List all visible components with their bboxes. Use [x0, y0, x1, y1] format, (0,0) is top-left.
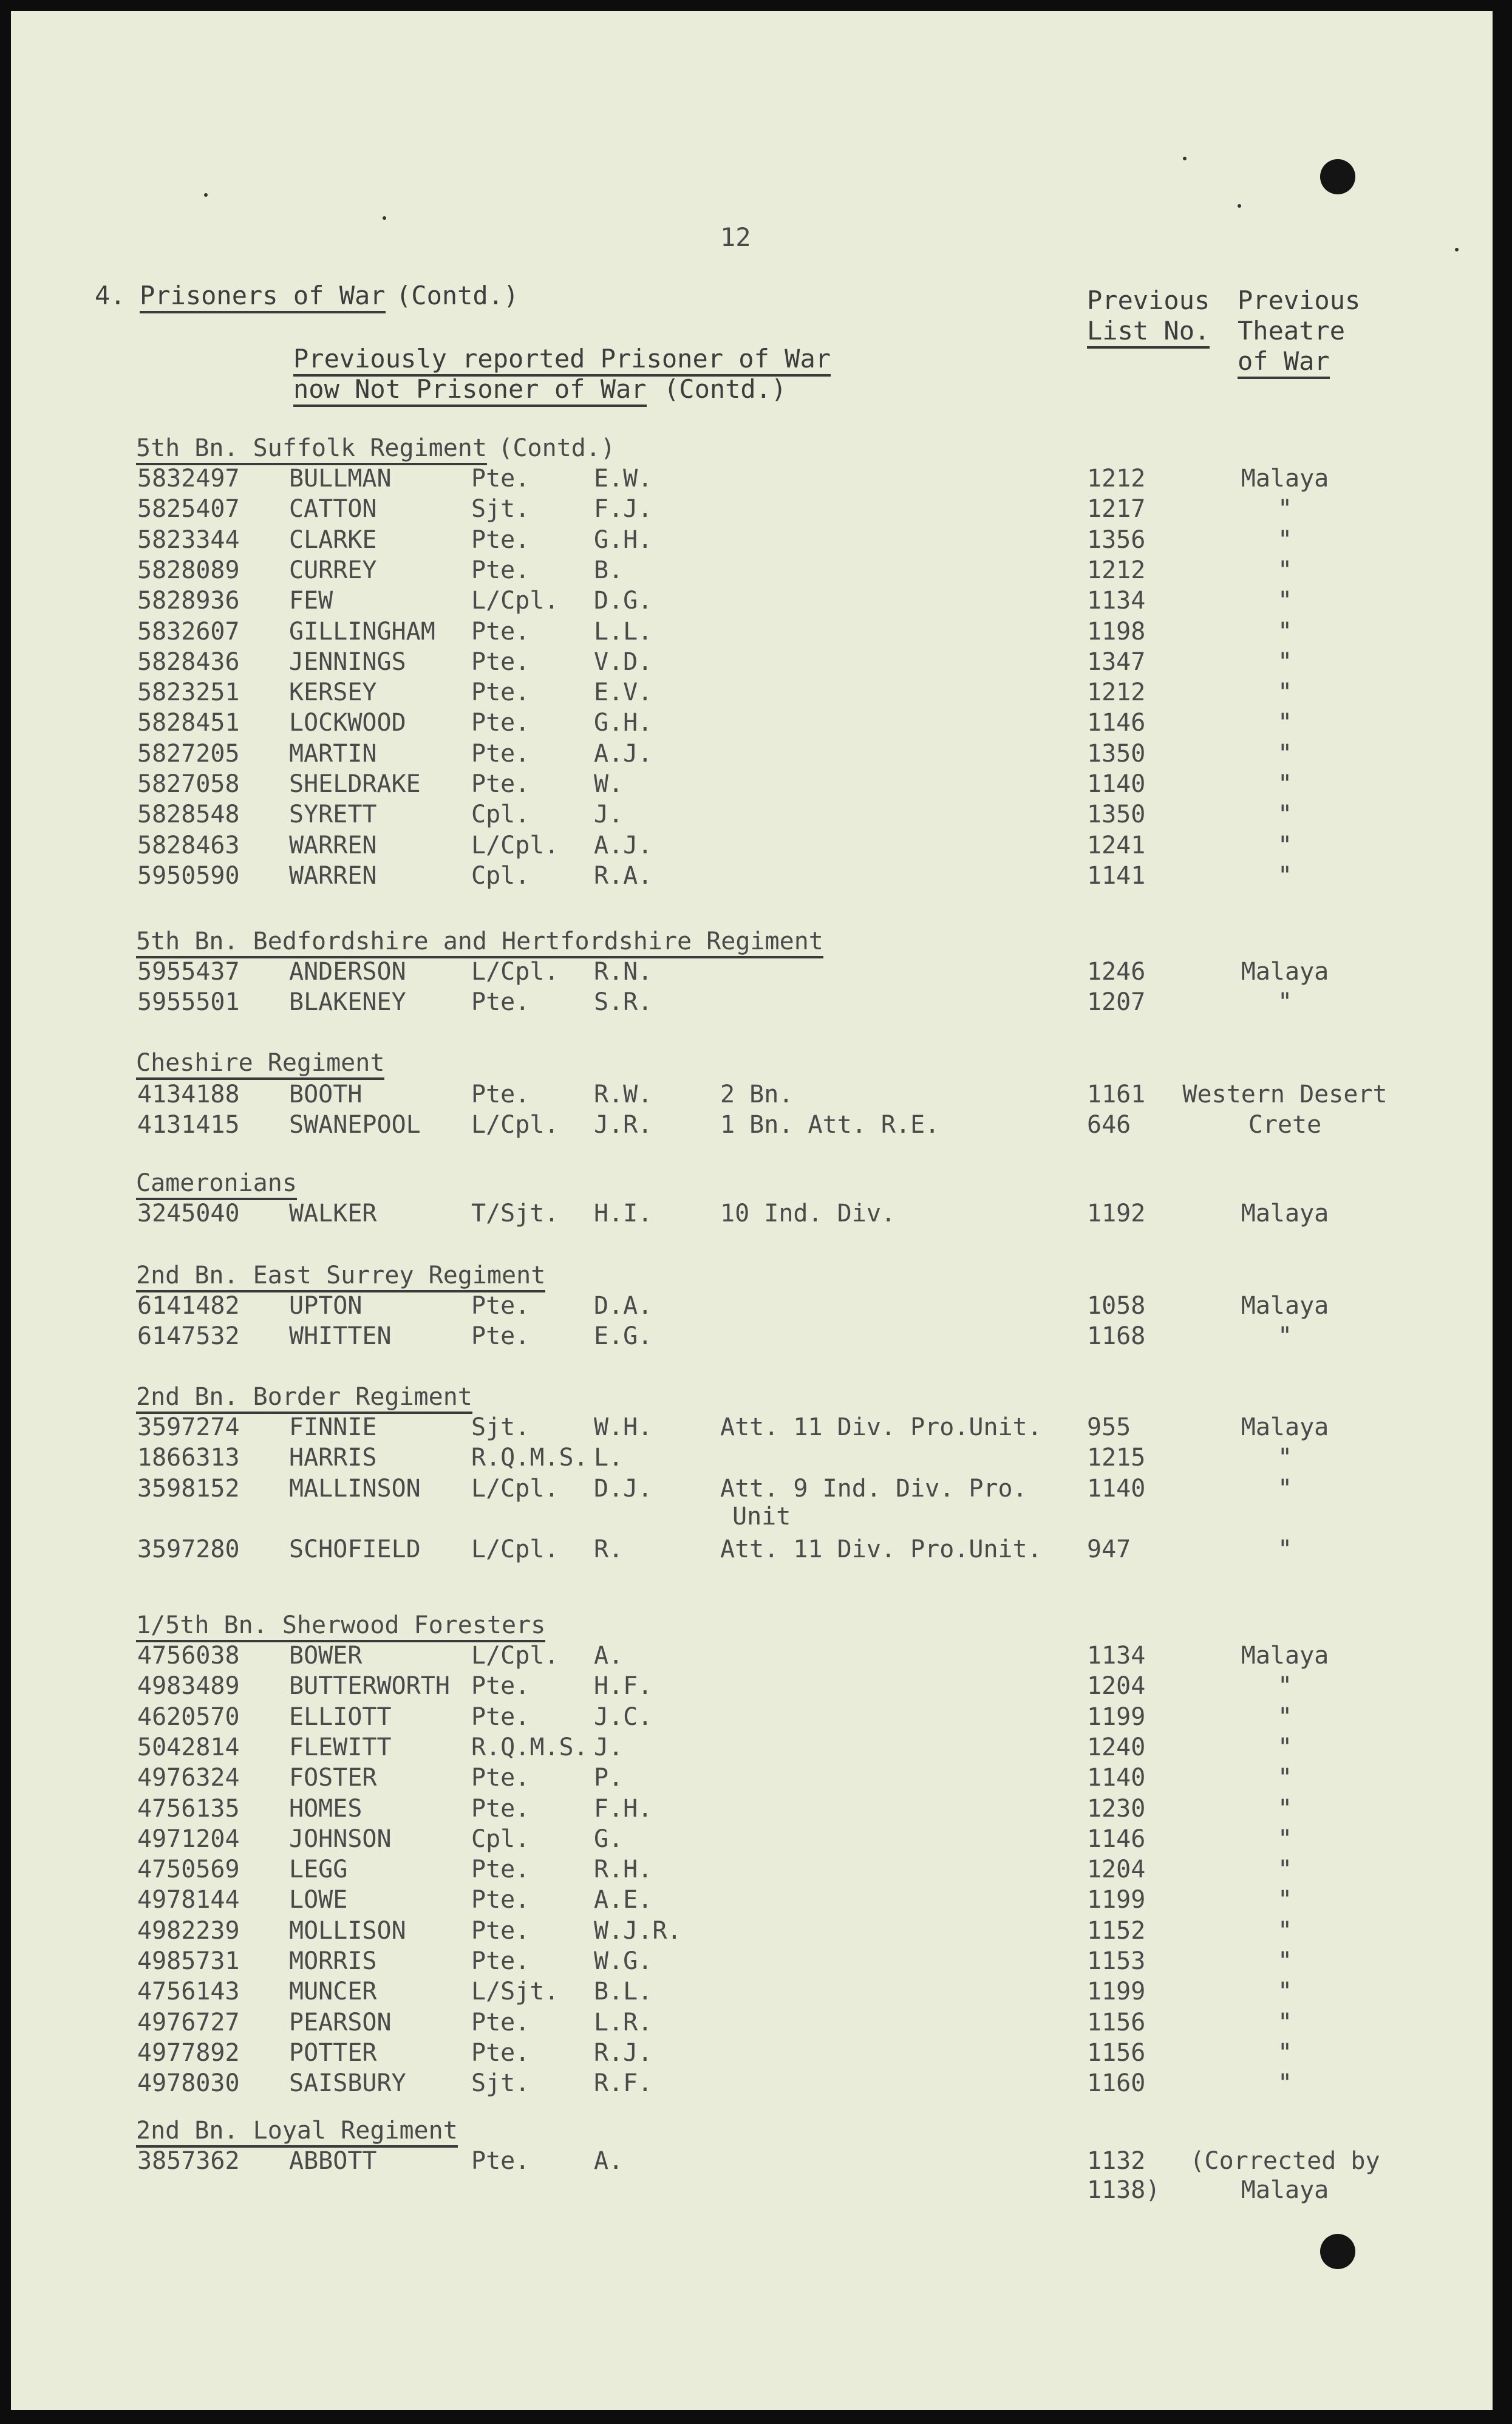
initials: V.D.: [594, 647, 653, 676]
surname: WARREN: [289, 861, 377, 890]
service-number: 5950590: [137, 861, 240, 890]
previous-theatre: ": [1277, 2038, 1293, 2067]
rank: Pte.: [471, 647, 530, 676]
previous-theatre: ": [1277, 617, 1293, 646]
previous-theatre: ": [1277, 556, 1293, 584]
rank: T/Sjt.: [471, 1200, 559, 1227]
initials: W.: [594, 770, 624, 798]
service-number: 4976324: [137, 1764, 240, 1792]
surname: BOOTH: [289, 1081, 363, 1108]
surname: LOCKWOOD: [289, 709, 406, 737]
surname: ABBOTT: [289, 2147, 377, 2175]
previous-list-no: 1192: [1087, 1200, 1146, 1227]
rank: R.Q.M.S.: [471, 1444, 588, 1472]
previous-list-no: 1153: [1087, 1947, 1146, 1975]
previous-theatre: ": [1277, 1474, 1293, 1503]
initials: J.: [594, 801, 624, 829]
previous-list-no: 1156: [1087, 2008, 1146, 2037]
surname: KERSEY: [289, 678, 377, 707]
section-number: 4.: [95, 281, 126, 310]
previous-list-no: 1160: [1087, 2069, 1146, 2098]
rank: Pte.: [471, 1322, 530, 1351]
punch-hole-top: [1320, 159, 1355, 194]
rank: Pte.: [471, 2038, 530, 2067]
previous-theatre: Malaya: [1241, 1642, 1329, 1670]
previous-list-no: 1134: [1087, 587, 1146, 615]
surname: GILLINGHAM: [289, 617, 435, 646]
regiment-heading: Cameronians: [136, 1171, 297, 1200]
rank: Pte.: [471, 1856, 530, 1884]
surname: MOLLISON: [289, 1916, 406, 1945]
initials: A.E.: [594, 1886, 653, 1914]
previous-theatre: ": [1277, 495, 1293, 524]
col-header-prev-theatre-1: Previous: [1238, 285, 1361, 315]
rank: Pte.: [471, 1764, 530, 1792]
previous-theatre: ": [1277, 1733, 1293, 1761]
speck: [383, 216, 386, 220]
previous-list-no: 1356: [1087, 525, 1146, 554]
service-number: 5828463: [137, 831, 240, 859]
previous-theatre: ": [1277, 739, 1293, 768]
initials: R.N.: [594, 958, 653, 986]
previous-theatre: ": [1277, 1825, 1293, 1853]
surname: HARRIS: [289, 1444, 377, 1472]
service-number: 5042814: [137, 1733, 240, 1761]
service-number: 1866313: [137, 1444, 240, 1472]
initials: J.C.: [594, 1702, 653, 1731]
previous-theatre: ": [1277, 831, 1293, 859]
previous-list-no: 947: [1087, 1535, 1131, 1563]
initials: R.J.: [594, 2038, 653, 2067]
service-number: 4750569: [137, 1856, 240, 1884]
initials: H.F.: [594, 1672, 653, 1701]
service-number: 4134188: [137, 1081, 240, 1108]
previous-list-no: 1198: [1087, 617, 1146, 646]
previous-theatre: Malaya: [1241, 1413, 1329, 1441]
initials: W.G.: [594, 1947, 653, 1975]
speck: [204, 193, 208, 197]
service-number: 5828089: [137, 556, 240, 584]
previous-theatre: ": [1277, 1322, 1293, 1351]
unit-note: Att. 9 Ind. Div. Pro.: [720, 1474, 1027, 1503]
unit-note: 1 Bn. Att. R.E.: [720, 1111, 940, 1139]
previous-theatre: Malaya: [1241, 1292, 1329, 1320]
service-number: 4985731: [137, 1947, 240, 1975]
surname: MARTIN: [289, 739, 377, 768]
surname: MUNCER: [289, 1978, 377, 2006]
rank: Pte.: [471, 1794, 530, 1823]
surname: FLEWITT: [289, 1733, 392, 1761]
surname: FOSTER: [289, 1764, 377, 1792]
initials: A.: [594, 2147, 624, 2175]
previous-list-no: 1212: [1087, 465, 1146, 493]
surname: HOMES: [289, 1794, 363, 1823]
surname: CATTON: [289, 495, 377, 524]
regiment-heading: 5th Bn. Suffolk Regiment: [136, 436, 487, 465]
surname: FINNIE: [289, 1413, 377, 1441]
service-number: 5832497: [137, 465, 240, 493]
previous-theatre: ": [1277, 1764, 1293, 1792]
col-header-prev-list-2: List No.: [1087, 318, 1210, 349]
previous-list-no: 955: [1087, 1413, 1131, 1441]
page-number: 12: [720, 222, 751, 252]
unit-note: 2 Bn.: [720, 1081, 794, 1108]
initials: D.J.: [594, 1474, 653, 1503]
rank: Pte.: [471, 709, 530, 737]
service-number: 4756038: [137, 1642, 240, 1670]
initials: J.: [594, 1733, 624, 1761]
service-number: 4131415: [137, 1111, 240, 1139]
previous-theatre: Western Desert: [1182, 1081, 1388, 1108]
previous-theatre: ": [1277, 770, 1293, 798]
initials: L.: [594, 1444, 624, 1472]
document-page: [11, 11, 1493, 2410]
service-number: 4976727: [137, 2008, 240, 2037]
previous-list-no: 1140: [1087, 1474, 1146, 1503]
previous-list-no: 1132: [1087, 2147, 1146, 2175]
service-number: 5827058: [137, 770, 240, 798]
surname: SAISBURY: [289, 2069, 406, 2098]
previous-theatre: ": [1277, 861, 1293, 890]
previous-list-no: 1140: [1087, 770, 1146, 798]
regiment-heading: 2nd Bn. East Surrey Regiment: [136, 1263, 545, 1292]
rank: Pte.: [471, 525, 530, 554]
surname: ELLIOTT: [289, 1702, 392, 1731]
rank: L/Cpl.: [471, 958, 559, 986]
initials: R.: [594, 1535, 624, 1563]
rank: L/Cpl.: [471, 1111, 559, 1139]
rank: Pte.: [471, 1672, 530, 1701]
service-number: 4978144: [137, 1886, 240, 1914]
previous-list-no: 1140: [1087, 1764, 1146, 1792]
surname: SHELDRAKE: [289, 770, 421, 798]
previous-list-no: 1204: [1087, 1672, 1146, 1701]
surname: MALLINSON: [289, 1474, 421, 1503]
rank: L/Sjt.: [471, 1978, 559, 2006]
rank: L/Cpl.: [471, 831, 559, 859]
initials: F.J.: [594, 495, 653, 524]
rank: Sjt.: [471, 495, 530, 524]
service-number: 5832607: [137, 617, 240, 646]
rank: Cpl.: [471, 1825, 530, 1853]
previous-theatre: ": [1277, 801, 1293, 829]
previous-list-no: 1152: [1087, 1916, 1146, 1945]
previous-theatre: Malaya: [1241, 465, 1329, 493]
unit-note: Att. 11 Div. Pro.Unit.: [720, 1535, 1042, 1563]
rank: Pte.: [471, 1292, 530, 1320]
surname: CLARKE: [289, 525, 377, 554]
surname: PEARSON: [289, 2008, 392, 2037]
rank: Pte.: [471, 1081, 530, 1108]
service-number: 5828436: [137, 647, 240, 676]
previous-list-no: 1207: [1087, 988, 1146, 1017]
service-number: 3597280: [137, 1535, 240, 1563]
previous-theatre: ": [1277, 1444, 1293, 1472]
previous-list-no: 1215: [1087, 1444, 1146, 1472]
speck: [1455, 248, 1459, 251]
rank: Pte.: [471, 617, 530, 646]
initials: R.A.: [594, 861, 653, 890]
rank: Pte.: [471, 465, 530, 493]
initials: A.J.: [594, 739, 653, 768]
service-number: 4971204: [137, 1825, 240, 1853]
speck: [1238, 204, 1241, 208]
rank: R.Q.M.S.: [471, 1733, 588, 1761]
speck: [1183, 157, 1187, 160]
previous-list-no: 1058: [1087, 1292, 1146, 1320]
initials: J.R.: [594, 1111, 653, 1139]
service-number: 5828451: [137, 709, 240, 737]
previous-list-no: 1134: [1087, 1642, 1146, 1670]
service-number: 5828936: [137, 587, 240, 615]
col-header-prev-theatre-2: Theatre: [1238, 316, 1346, 346]
service-number: 6141482: [137, 1292, 240, 1320]
rank: Sjt.: [471, 1413, 530, 1441]
previous-list-no: 1204: [1087, 1856, 1146, 1884]
previous-theatre: ": [1277, 1702, 1293, 1731]
rank: Pte.: [471, 2008, 530, 2037]
initials: R.W.: [594, 1081, 653, 1108]
previous-theatre: ": [1277, 1535, 1293, 1563]
surname: LEGG: [289, 1856, 348, 1884]
service-number: 3245040: [137, 1200, 240, 1227]
initials: W.J.R.: [594, 1916, 682, 1945]
rank: Pte.: [471, 739, 530, 768]
surname: LOWE: [289, 1886, 348, 1914]
previous-list-no: 1347: [1087, 647, 1146, 676]
previous-list-no: 1146: [1087, 709, 1146, 737]
initials: E.G.: [594, 1322, 653, 1351]
previous-list-no: 1350: [1087, 739, 1146, 768]
initials: D.G.: [594, 587, 653, 615]
surname: SYRETT: [289, 801, 377, 829]
initials: G.H.: [594, 525, 653, 554]
previous-list-no: 1199: [1087, 1702, 1146, 1731]
subheading-line-2-suffix: (Contd.): [664, 374, 787, 404]
initials: L.L.: [594, 617, 653, 646]
section-title: Prisoners of War: [140, 283, 386, 313]
service-number: 3598152: [137, 1474, 240, 1503]
regiment-heading: Cheshire Regiment: [136, 1051, 384, 1080]
rank: Pte.: [471, 1947, 530, 1975]
previous-theatre: ": [1277, 2069, 1293, 2098]
initials: L.R.: [594, 2008, 653, 2037]
previous-theatre: Crete: [1248, 1111, 1322, 1139]
previous-theatre: ": [1277, 1856, 1293, 1884]
service-number: 5955501: [137, 988, 240, 1017]
previous-theatre: ": [1277, 525, 1293, 554]
previous-theatre: (Corrected by: [1190, 2147, 1380, 2175]
previous-theatre: ": [1277, 587, 1293, 615]
previous-theatre: ": [1277, 2008, 1293, 2037]
col-header-prev-list-1: Previous: [1087, 285, 1210, 315]
initials: B.: [594, 556, 624, 584]
service-number: 5823344: [137, 525, 240, 554]
previous-list-no: 1240: [1087, 1733, 1146, 1761]
initials: E.W.: [594, 465, 653, 493]
initials: B.L.: [594, 1978, 653, 2006]
surname: CURREY: [289, 556, 377, 584]
rank: Pte.: [471, 1916, 530, 1945]
initials: R.H.: [594, 1856, 653, 1884]
surname: WHITTEN: [289, 1322, 392, 1351]
surname: JOHNSON: [289, 1825, 392, 1853]
initials: G.: [594, 1825, 624, 1853]
surname: FEW: [289, 587, 333, 615]
surname: BLAKENEY: [289, 988, 406, 1017]
previous-list-no: 1146: [1087, 1825, 1146, 1853]
previous-theatre: ": [1277, 647, 1293, 676]
initials: F.H.: [594, 1794, 653, 1823]
initials: W.H.: [594, 1413, 653, 1441]
surname: SWANEPOOL: [289, 1111, 421, 1139]
initials: P.: [594, 1764, 624, 1792]
rank: L/Cpl.: [471, 1474, 559, 1503]
previous-list-no: 1141: [1087, 861, 1146, 890]
initials: R.F.: [594, 2069, 653, 2098]
initials: E.V.: [594, 678, 653, 707]
unit-note: 10 Ind. Div.: [720, 1200, 896, 1227]
surname: BULLMAN: [289, 465, 392, 493]
previous-list-no: 1168: [1087, 1322, 1146, 1351]
service-number: 4978030: [137, 2069, 240, 2098]
service-number: 4756135: [137, 1794, 240, 1823]
service-number: 6147532: [137, 1322, 240, 1351]
rank: Pte.: [471, 678, 530, 707]
service-number: 4983489: [137, 1672, 240, 1701]
previous-theatre: ": [1277, 1886, 1293, 1914]
surname: SCHOFIELD: [289, 1535, 421, 1563]
surname: BUTTERWORTH: [289, 1672, 450, 1701]
surname: POTTER: [289, 2038, 377, 2067]
rank: Cpl.: [471, 801, 530, 829]
rank: Pte.: [471, 556, 530, 584]
previous-list-no: 1246: [1087, 958, 1146, 986]
initials: G.H.: [594, 709, 653, 737]
previous-list-no: 1217: [1087, 495, 1146, 524]
previous-list-no: 1350: [1087, 801, 1146, 829]
service-number: 5955437: [137, 958, 240, 986]
initials: A.J.: [594, 831, 653, 859]
rank: Pte.: [471, 1702, 530, 1731]
regiment-heading: 5th Bn. Bedfordshire and Hertfordshire Regiment: [136, 929, 823, 958]
rank: Pte.: [471, 770, 530, 798]
previous-theatre-2: Malaya: [1241, 2176, 1329, 2204]
surname: WALKER: [289, 1200, 377, 1227]
service-number: 5828548: [137, 801, 240, 829]
previous-theatre: ": [1277, 1794, 1293, 1823]
unit-note-cont: Unit: [732, 1502, 791, 1531]
rank: L/Cpl.: [471, 1535, 559, 1563]
surname: UPTON: [289, 1292, 363, 1320]
punch-hole-bottom: [1320, 2234, 1355, 2269]
surname: ANDERSON: [289, 958, 406, 986]
service-number: 4756143: [137, 1978, 240, 2006]
initials: A.: [594, 1642, 624, 1670]
previous-list-no: 1156: [1087, 2038, 1146, 2067]
col-header-prev-theatre-3: of War: [1238, 349, 1330, 379]
unit-note: Att. 11 Div. Pro.Unit.: [720, 1413, 1042, 1441]
rank: L/Cpl.: [471, 1642, 559, 1670]
initials: H.I.: [594, 1200, 653, 1227]
rank: Cpl.: [471, 861, 530, 890]
service-number: 4977892: [137, 2038, 240, 2067]
previous-theatre: ": [1277, 1947, 1293, 1975]
surname: JENNINGS: [289, 647, 406, 676]
subheading-line-2: now Not Prisoner of War: [293, 377, 647, 407]
previous-list-no: 1241: [1087, 831, 1146, 859]
previous-theatre: ": [1277, 988, 1293, 1017]
service-number: 4620570: [137, 1702, 240, 1731]
previous-list-no-2: 1138): [1087, 2176, 1160, 2204]
service-number: 5827205: [137, 739, 240, 768]
previous-list-no: 1212: [1087, 556, 1146, 584]
previous-theatre: ": [1277, 678, 1293, 707]
rank: Sjt.: [471, 2069, 530, 2098]
previous-list-no: 1199: [1087, 1978, 1146, 2006]
regiment-heading: 2nd Bn. Border Regiment: [136, 1385, 472, 1414]
previous-list-no: 1212: [1087, 678, 1146, 707]
surname: BOWER: [289, 1642, 363, 1670]
regiment-heading-suffix: (Contd.): [498, 434, 616, 462]
previous-theatre: ": [1277, 1672, 1293, 1701]
previous-theatre: Malaya: [1241, 958, 1329, 986]
initials: S.R.: [594, 988, 653, 1017]
surname: MORRIS: [289, 1947, 377, 1975]
initials: D.A.: [594, 1292, 653, 1320]
service-number: 5823251: [137, 678, 240, 707]
rank: Pte.: [471, 2147, 530, 2175]
previous-theatre: ": [1277, 1916, 1293, 1945]
rank: Pte.: [471, 988, 530, 1017]
rank: L/Cpl.: [471, 587, 559, 615]
previous-theatre: ": [1277, 709, 1293, 737]
regiment-heading: 1/5th Bn. Sherwood Foresters: [136, 1613, 545, 1642]
previous-theatre: ": [1277, 1978, 1293, 2006]
previous-theatre: Malaya: [1241, 1200, 1329, 1227]
regiment-heading: 2nd Bn. Loyal Regiment: [136, 2118, 458, 2148]
section-title-suffix: (Contd.): [396, 281, 519, 310]
previous-list-no: 646: [1087, 1111, 1131, 1139]
previous-list-no: 1199: [1087, 1886, 1146, 1914]
subheading-line-1: Previously reported Prisoner of War: [293, 346, 831, 377]
previous-list-no: 1161: [1087, 1081, 1146, 1108]
service-number: 4982239: [137, 1916, 240, 1945]
previous-list-no: 1230: [1087, 1794, 1146, 1823]
rank: Pte.: [471, 1886, 530, 1914]
service-number: 3857362: [137, 2147, 240, 2175]
surname: WARREN: [289, 831, 377, 859]
service-number: 3597274: [137, 1413, 240, 1441]
service-number: 5825407: [137, 495, 240, 524]
